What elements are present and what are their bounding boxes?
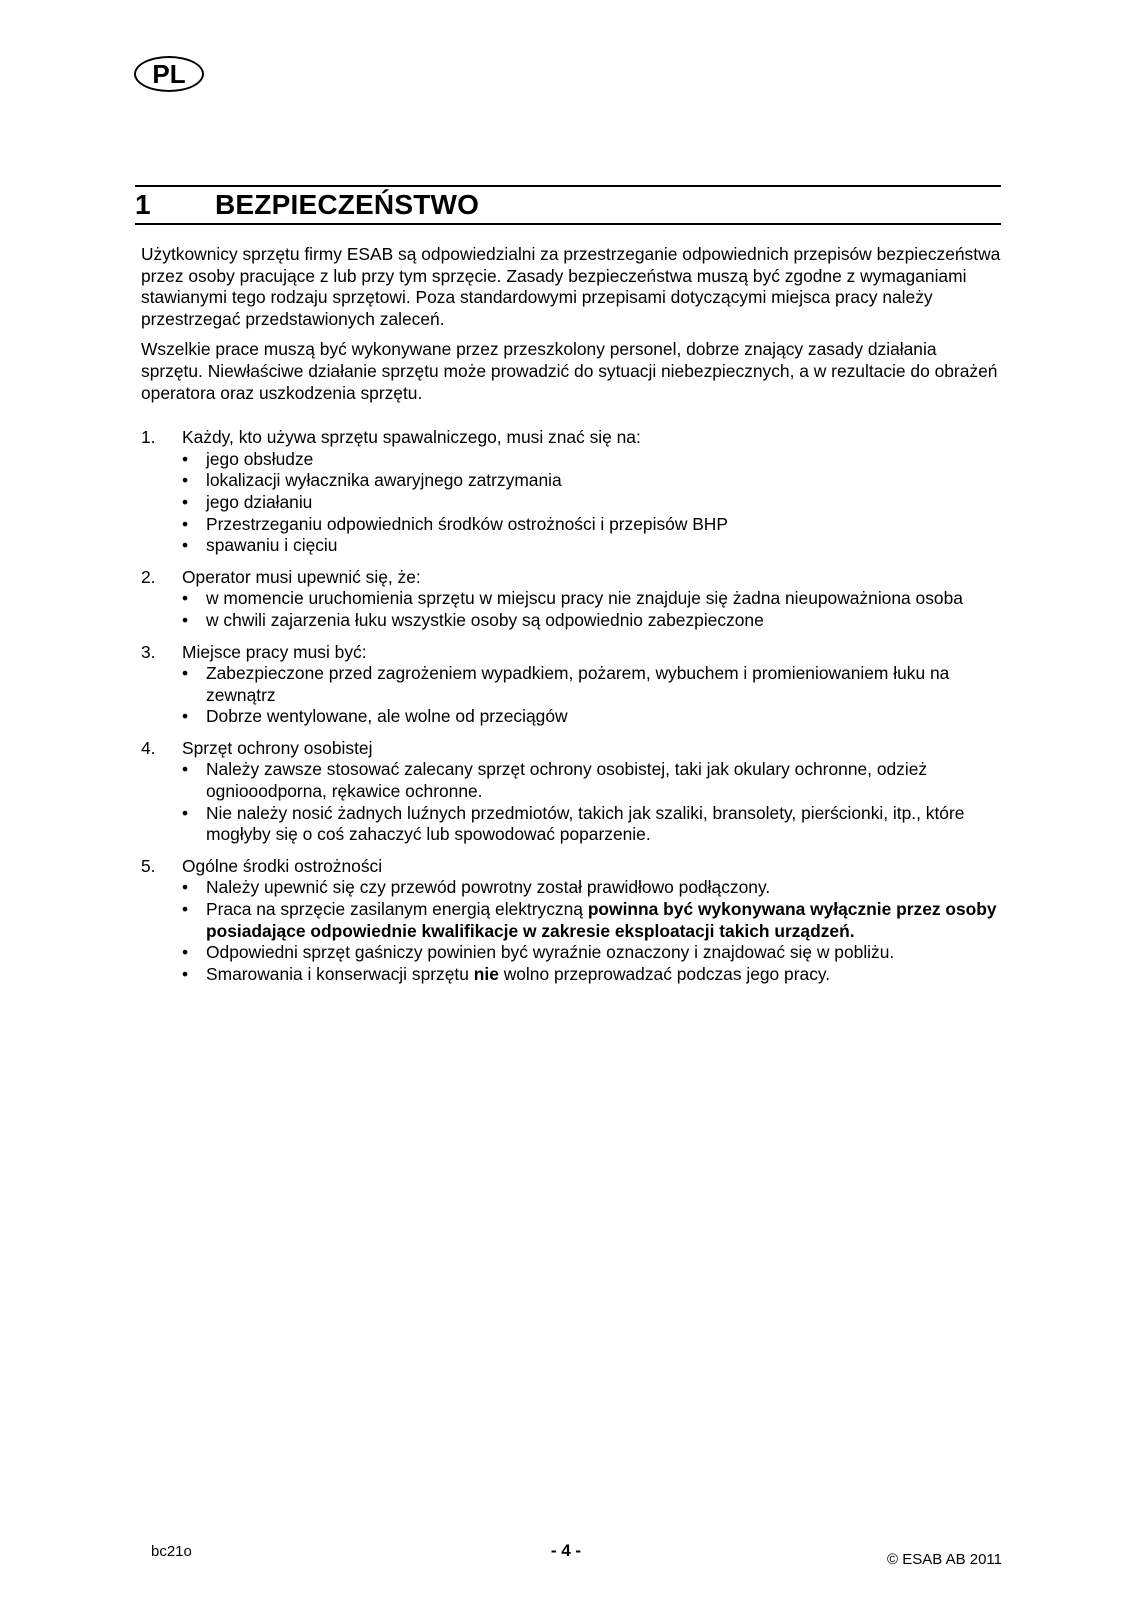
list-item-title: Sprzęt ochrony osobistej <box>182 737 373 758</box>
bullet-icon: • <box>182 609 189 630</box>
list-item <box>141 427 1001 557</box>
list-item-number: 3. <box>141 641 156 662</box>
intro-paragraph: Użytkownicy sprzętu firmy ESAB są odpowiedzialni za przestrzeganie odpowiednich przepisów bezpieczeństwa przez osoby pracujące z lub przy tym sprzęcie. Zasady bezpieczeństwa muszą być zgodne z wymaganiami stawianymi tego rodzaju sprzętowi. Poza standardowymi przepisami dotyczącymi miejsca pracy należy przestrzegać przedstawionych zaleceń. <box>141 244 1001 329</box>
bullet-item: • jego działaniu <box>182 491 313 512</box>
bullet-item: • Przestrzeganiu odpowiednich środków ostrożności i przepisów BHP <box>182 513 728 534</box>
bullet-icon: • <box>182 470 189 491</box>
bullet-item: • lokalizacji wyłacznika awaryjnego zatrzymania <box>182 470 562 491</box>
copyright: © ESAB AB 2011 <box>886 1551 1002 1568</box>
language-badge: PL <box>134 56 204 92</box>
page-number: - 4 - <box>550 1541 582 1560</box>
list-item-title: Miejsce pracy musi być: <box>182 641 367 662</box>
bullet-item: • w chwili zajarzenia łuku wszystkie osoby są odpowiednio zabezpieczone <box>182 609 764 630</box>
intro-paragraph: Wszelkie prace muszą być wykonywane przez przeszkolony personel, dobrze znający zasady działania sprzętu. Niewłaściwe działanie sprzętu może prowadzić do sytuacji niebezpiecznych, a w rezultacie do obrażeń operatora oraz uszkodzenia sprzętu. <box>141 339 998 403</box>
bullet-icon: • <box>182 663 189 684</box>
bullet-item: • Odpowiedni sprzęt gaśniczy powinien być wyraźnie oznaczony i znajdować się w pobliżu. <box>182 942 895 963</box>
list-item-number: 4. <box>141 737 156 758</box>
document-body <box>141 244 1001 995</box>
bullet-icon: • <box>182 759 189 780</box>
bullet-item: • Zabezpieczone przed zagrożeniem wypadkiem, pożarem, wybuchem i promieniowaniem łuku na zewnątrz <box>182 663 950 705</box>
bullet-item: • Należy zawsze stosować zalecany sprzęt ochrony osobistej, taki jak okulary ochronne, odzież ogniooodporna, rękawice ochronne. <box>182 759 928 802</box>
list-item <box>141 856 1001 986</box>
bullet-item: • Praca na sprzęcie zasilanym energią elektryczną powinna być wykonywana wyłącznie przez osoby posiadające odpowiednie kwalifikacje w zakresie eksploatacji takich urządzeń. <box>182 899 997 941</box>
bullet-item: • Dobrze wentylowane, ale wolne od przeciągów <box>182 706 568 727</box>
list-item-number: 1. <box>141 427 156 448</box>
bullet-icon: • <box>182 513 189 534</box>
list-item <box>141 642 1001 728</box>
list-item-title: Ogólne środki ostrożności <box>182 855 383 876</box>
section-number: 1 <box>135 189 151 220</box>
bullet-icon: • <box>182 535 189 556</box>
bullet-icon: • <box>182 942 189 963</box>
list-item-title: Każdy, kto używa sprzętu spawalniczego, musi znać się na: <box>182 427 641 448</box>
bullet-item: • Należy upewnić się czy przewód powrotny został prawidłowo podłączony. <box>182 877 771 898</box>
bullet-icon: • <box>182 802 189 823</box>
bullet-item: • jego obsłudze <box>182 448 314 469</box>
list-item <box>141 567 1001 632</box>
section-title: BEZPIECZEŃSTWO <box>215 189 480 220</box>
safety-list <box>141 427 1001 985</box>
section-header <box>135 185 1001 225</box>
bullet-item: • spawaniu i cięciu <box>182 535 338 556</box>
bullet-item: • w momencie uruchomienia sprzętu w miejscu pracy nie znajduje się żadna nieupoważniona osoba <box>182 588 963 609</box>
bullet-icon: • <box>182 899 189 920</box>
emphasis-text: nie <box>473 963 499 984</box>
list-item-title: Operator musi upewnić się, że: <box>182 566 421 587</box>
bullet-item: • Smarowania i konserwacji sprzętu nie wolno przeprowadzać podczas jego pracy. <box>182 963 831 984</box>
list-item-number: 2. <box>141 566 156 587</box>
list-item-number: 5. <box>141 855 156 876</box>
list-item <box>141 738 1001 846</box>
document-code: bc21o <box>151 1543 192 1560</box>
bullet-icon: • <box>182 491 189 512</box>
bullet-icon: • <box>182 877 189 898</box>
bullet-item: • Nie należy nosić żadnych luźnych przedmiotów, takich jak szaliki, bransolety, pierścionki, itp., które mogłyby się o coś zahaczyć lub spowodować poparzenie. <box>182 802 965 845</box>
bullet-icon: • <box>182 448 189 469</box>
bullet-icon: • <box>182 588 189 609</box>
emphasis-text: powinna być wykonywana wyłącznie przez osoby posiadające odpowiednie kwalifikacje w zakresie eksploatacji takich urządzeń. <box>206 899 997 941</box>
bullet-icon: • <box>182 963 189 984</box>
bullet-icon: • <box>182 706 189 727</box>
